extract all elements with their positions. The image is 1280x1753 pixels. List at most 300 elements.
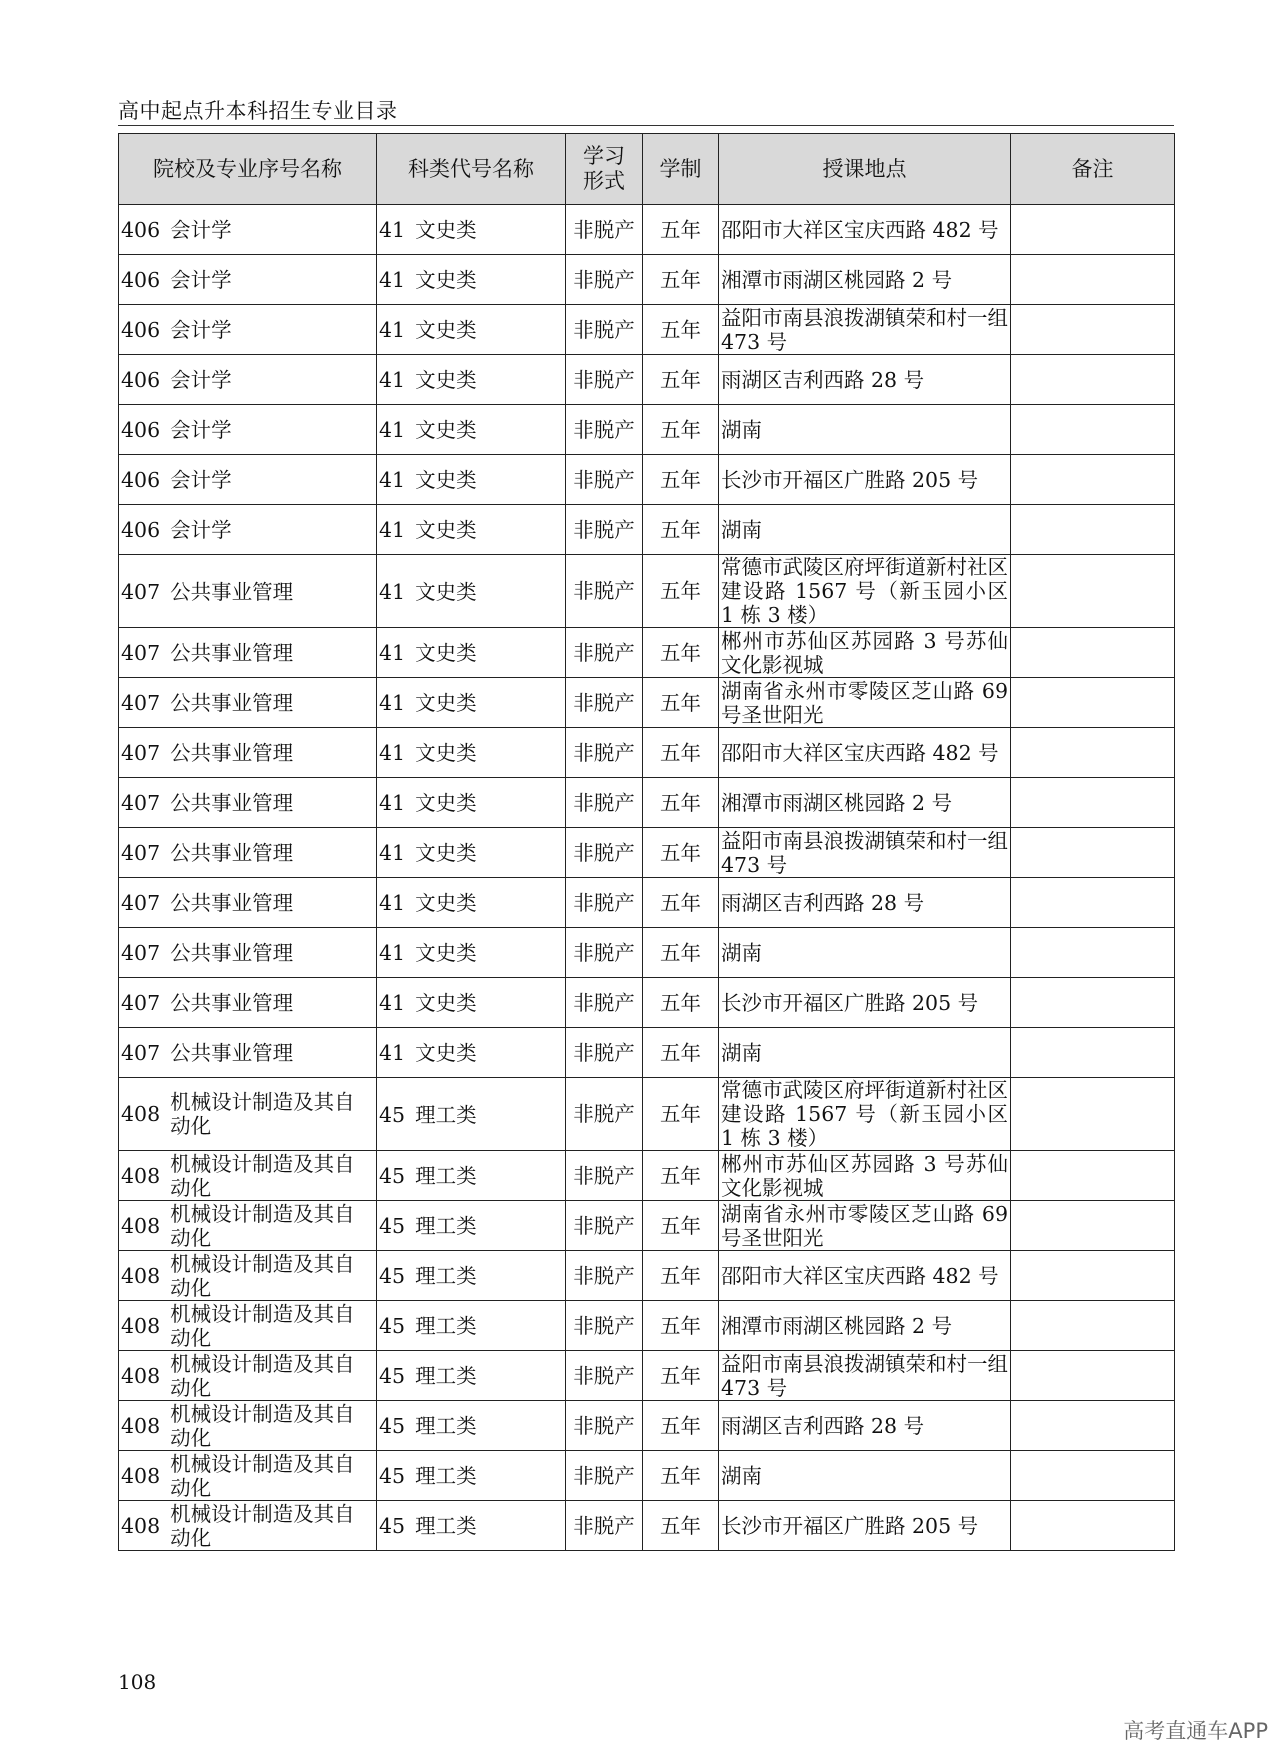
running-header-title: 高中起点升本科招生专业目录 [118,99,398,123]
cell-subject [377,405,566,455]
cell-remark [1011,1201,1175,1251]
cell-remark [1011,205,1175,255]
major-name: 会计学 [170,218,232,243]
cell-subject [377,1451,566,1501]
cell-remark [1011,355,1175,405]
cell-location: 雨湖区吉利西路 28 号 [719,1401,1011,1451]
subject-code: 45 [379,1214,406,1239]
major-code: 407 [121,841,161,866]
cell-duration: 五年 [643,205,719,255]
table-row [119,928,1175,978]
cell-duration: 五年 [643,678,719,728]
cell-location: 湖南省永州市零陵区芝山路 69 号圣世阳光 [719,1201,1011,1251]
subject-name: 文史类 [415,841,477,866]
cell-subject [377,1251,566,1301]
cell-major [119,828,377,878]
subject-name: 文史类 [415,268,477,293]
subject-name: 文史类 [415,468,477,493]
major-code: 406 [121,418,161,443]
cell-subject [377,355,566,405]
subject-name: 文史类 [415,368,477,393]
cell-duration: 五年 [643,978,719,1028]
major-name: 机械设计制造及其自动化 [170,1151,355,1200]
table-row [119,1078,1175,1151]
table-row [119,505,1175,555]
cell-study-mode: 非脱产 [566,555,643,628]
table-row [119,1451,1175,1501]
subject-name: 理工类 [415,1214,477,1239]
major-code: 406 [121,368,161,393]
cell-remark [1011,878,1175,928]
subject-name: 文史类 [415,218,477,243]
cell-subject [377,555,566,628]
cell-duration: 五年 [643,1078,719,1151]
subject-name: 理工类 [415,1514,477,1539]
cell-remark [1011,505,1175,555]
major-code: 407 [121,891,161,916]
cell-remark [1011,1351,1175,1401]
cell-study-mode: 非脱产 [566,205,643,255]
cell-location: 益阳市南县浪拨湖镇荣和村一组 473 号 [719,305,1011,355]
major-code: 407 [121,791,161,816]
subject-name: 文史类 [415,691,477,716]
major-name: 公共事业管理 [170,891,294,916]
cell-study-mode: 非脱产 [566,678,643,728]
subject-code: 41 [379,579,406,604]
cell-remark [1011,728,1175,778]
major-code: 407 [121,991,161,1016]
cell-location: 湖南 [719,1028,1011,1078]
app-watermark: 高考直通车APP [1123,1719,1268,1743]
major-code: 407 [121,641,161,666]
cell-subject [377,1401,566,1451]
cell-major [119,1028,377,1078]
subject-code: 41 [379,991,406,1016]
major-code: 406 [121,468,161,493]
table-row [119,405,1175,455]
major-name: 机械设计制造及其自动化 [170,1401,355,1450]
subject-name: 理工类 [415,1464,477,1489]
cell-duration: 五年 [643,1501,719,1551]
cell-duration: 五年 [643,505,719,555]
cell-subject [377,205,566,255]
cell-major [119,1201,377,1251]
table-row [119,555,1175,628]
col-header-remark: 备注 [1011,134,1175,205]
major-name: 机械设计制造及其自动化 [170,1501,355,1550]
major-name: 公共事业管理 [170,991,294,1016]
cell-remark [1011,555,1175,628]
cell-duration: 五年 [643,778,719,828]
major-code: 407 [121,691,161,716]
header-rule [118,125,1174,126]
cell-study-mode: 非脱产 [566,1201,643,1251]
table-row [119,1028,1175,1078]
subject-name: 理工类 [415,1414,477,1439]
major-name: 会计学 [170,418,232,443]
major-name: 会计学 [170,518,232,543]
table-row [119,1501,1175,1551]
cell-location: 长沙市开福区广胜路 205 号 [719,1501,1011,1551]
major-code: 408 [121,1313,161,1338]
cell-study-mode: 非脱产 [566,828,643,878]
subject-code: 41 [379,418,406,443]
cell-study-mode: 非脱产 [566,505,643,555]
subject-code: 41 [379,318,406,343]
cell-remark [1011,828,1175,878]
subject-code: 45 [379,1364,406,1389]
cell-study-mode: 非脱产 [566,728,643,778]
cell-location: 邵阳市大祥区宝庆西路 482 号 [719,205,1011,255]
major-code: 407 [121,579,161,604]
page-number: 108 [118,1670,157,1694]
cell-remark [1011,978,1175,1028]
cell-major [119,255,377,305]
cell-subject [377,628,566,678]
cell-location: 湖南省永州市零陵区芝山路 69 号圣世阳光 [719,678,1011,728]
cell-duration: 五年 [643,728,719,778]
cell-study-mode: 非脱产 [566,628,643,678]
cell-remark [1011,255,1175,305]
cell-location: 常德市武陵区府坪街道新村社区建设路 1567 号（新玉园小区 1 栋 3 楼） [719,1078,1011,1151]
cell-subject [377,778,566,828]
cell-study-mode: 非脱产 [566,405,643,455]
cell-remark [1011,1028,1175,1078]
cell-major [119,1251,377,1301]
cell-duration: 五年 [643,455,719,505]
cell-location: 益阳市南县浪拨湖镇荣和村一组 473 号 [719,1351,1011,1401]
cell-subject [377,978,566,1028]
col-header-study-mode [566,134,643,205]
major-code: 406 [121,268,161,293]
cell-remark [1011,455,1175,505]
header-row [119,134,1175,205]
major-name: 会计学 [170,318,232,343]
cell-location: 湖南 [719,405,1011,455]
major-code: 406 [121,318,161,343]
cell-subject [377,1078,566,1151]
cell-major [119,778,377,828]
cell-major [119,455,377,505]
cell-study-mode: 非脱产 [566,1501,643,1551]
cell-location: 湘潭市雨湖区桃园路 2 号 [719,1301,1011,1351]
cell-study-mode: 非脱产 [566,1078,643,1151]
cell-study-mode: 非脱产 [566,1301,643,1351]
cell-subject [377,1201,566,1251]
major-code: 408 [121,1102,161,1126]
subject-name: 文史类 [415,891,477,916]
subject-code: 45 [379,1314,406,1339]
cell-location: 湖南 [719,505,1011,555]
cell-major [119,205,377,255]
major-code: 408 [121,1263,161,1288]
cell-remark [1011,1401,1175,1451]
major-name: 会计学 [170,268,232,293]
subject-code: 41 [379,941,406,966]
table-row [119,728,1175,778]
col-header-study-mode-line2: 形式 [583,169,625,193]
major-name: 机械设计制造及其自动化 [170,1201,355,1250]
cell-major [119,1151,377,1201]
major-name: 会计学 [170,368,232,393]
cell-duration: 五年 [643,1301,719,1351]
cell-subject [377,1151,566,1201]
cell-major [119,878,377,928]
cell-study-mode: 非脱产 [566,305,643,355]
cell-duration: 五年 [643,355,719,405]
cell-location: 邵阳市大祥区宝庆西路 482 号 [719,728,1011,778]
cell-major [119,1501,377,1551]
cell-major [119,1351,377,1401]
cell-subject [377,1028,566,1078]
cell-study-mode: 非脱产 [566,1351,643,1401]
cell-major [119,728,377,778]
cell-duration: 五年 [643,1451,719,1501]
col-header-location: 授课地点 [719,134,1011,205]
major-code: 408 [121,1363,161,1388]
major-code: 406 [121,218,161,243]
major-name: 公共事业管理 [170,741,294,766]
table-row [119,355,1175,405]
col-header-subject: 科类代号名称 [377,134,566,205]
cell-duration: 五年 [643,1401,719,1451]
subject-code: 45 [379,1514,406,1539]
cell-duration: 五年 [643,1028,719,1078]
cell-location: 雨湖区吉利西路 28 号 [719,355,1011,405]
subject-code: 45 [379,1102,406,1127]
cell-study-mode: 非脱产 [566,255,643,305]
subject-name: 文史类 [415,318,477,343]
cell-major [119,555,377,628]
cell-remark [1011,1501,1175,1551]
table-row [119,978,1175,1028]
cell-study-mode: 非脱产 [566,1251,643,1301]
cell-subject [377,828,566,878]
subject-code: 41 [379,518,406,543]
cell-location: 益阳市南县浪拨湖镇荣和村一组 473 号 [719,828,1011,878]
subject-name: 文史类 [415,641,477,666]
cell-study-mode: 非脱产 [566,1451,643,1501]
cell-duration: 五年 [643,828,719,878]
cell-location: 湖南 [719,1451,1011,1501]
cell-major [119,678,377,728]
col-header-study-mode-line1: 学习 [583,144,625,168]
cell-remark [1011,1151,1175,1201]
cell-remark [1011,405,1175,455]
cell-remark [1011,1451,1175,1501]
cell-duration: 五年 [643,305,719,355]
subject-code: 41 [379,841,406,866]
table-row [119,778,1175,828]
major-code: 407 [121,741,161,766]
table-body [119,205,1175,1551]
cell-major [119,305,377,355]
major-code: 407 [121,941,161,966]
cell-study-mode: 非脱产 [566,355,643,405]
table-row [119,628,1175,678]
cell-duration: 五年 [643,405,719,455]
cell-study-mode: 非脱产 [566,1151,643,1201]
cell-location: 郴州市苏仙区苏园路 3 号苏仙文化影视城 [719,1151,1011,1201]
col-header-duration: 学制 [643,134,719,205]
cell-major [119,505,377,555]
cell-study-mode: 非脱产 [566,1401,643,1451]
subject-code: 41 [379,468,406,493]
subject-code: 45 [379,1164,406,1189]
cell-remark [1011,1078,1175,1151]
cell-location: 常德市武陵区府坪街道新村社区建设路 1567 号（新玉园小区 1 栋 3 楼） [719,555,1011,628]
cell-subject [377,305,566,355]
cell-duration: 五年 [643,878,719,928]
cell-remark [1011,628,1175,678]
subject-name: 理工类 [415,1364,477,1389]
major-code: 407 [121,1041,161,1066]
subject-name: 理工类 [415,1164,477,1189]
major-name: 机械设计制造及其自动化 [170,1301,355,1350]
subject-name: 理工类 [415,1264,477,1289]
subject-name: 文史类 [415,741,477,766]
cell-major [119,1451,377,1501]
cell-subject [377,505,566,555]
cell-location: 湘潭市雨湖区桃园路 2 号 [719,255,1011,305]
table-row [119,828,1175,878]
cell-location: 邵阳市大祥区宝庆西路 482 号 [719,1251,1011,1301]
subject-name: 文史类 [415,418,477,443]
cell-major [119,1301,377,1351]
table-row [119,678,1175,728]
subject-code: 41 [379,741,406,766]
cell-location: 长沙市开福区广胜路 205 号 [719,978,1011,1028]
major-name: 公共事业管理 [170,1041,294,1066]
table-row [119,455,1175,505]
subject-code: 45 [379,1414,406,1439]
cell-major [119,978,377,1028]
subject-name: 文史类 [415,791,477,816]
cell-subject [377,255,566,305]
subject-name: 理工类 [415,1314,477,1339]
cell-duration: 五年 [643,1151,719,1201]
major-code: 408 [121,1213,161,1238]
cell-location: 郴州市苏仙区苏园路 3 号苏仙文化影视城 [719,628,1011,678]
subject-code: 41 [379,1041,406,1066]
major-code: 408 [121,1463,161,1488]
cell-remark [1011,678,1175,728]
cell-location: 湘潭市雨湖区桃园路 2 号 [719,778,1011,828]
major-name: 公共事业管理 [170,641,294,666]
major-name: 机械设计制造及其自动化 [170,1351,355,1400]
major-name: 公共事业管理 [170,579,294,604]
table-row [119,1301,1175,1351]
major-name: 机械设计制造及其自动化 [170,1251,355,1300]
table-row [119,1151,1175,1201]
cell-subject [377,1351,566,1401]
cell-subject [377,678,566,728]
subject-name: 文史类 [415,579,477,604]
subject-code: 41 [379,891,406,916]
major-name: 公共事业管理 [170,841,294,866]
major-code: 408 [121,1163,161,1188]
cell-study-mode: 非脱产 [566,928,643,978]
major-code: 408 [121,1513,161,1538]
cell-study-mode: 非脱产 [566,1028,643,1078]
major-catalog-table [118,133,1175,1551]
subject-name: 理工类 [415,1102,477,1127]
cell-subject [377,455,566,505]
cell-subject [377,728,566,778]
cell-major [119,405,377,455]
cell-remark [1011,1301,1175,1351]
cell-major [119,1078,377,1151]
cell-subject [377,928,566,978]
cell-duration: 五年 [643,1351,719,1401]
subject-code: 41 [379,268,406,293]
cell-study-mode: 非脱产 [566,455,643,505]
cell-major [119,1401,377,1451]
table-row [119,1251,1175,1301]
cell-location: 湖南 [719,928,1011,978]
table-row [119,1351,1175,1401]
subject-code: 45 [379,1464,406,1489]
major-name: 机械设计制造及其自动化 [170,1090,355,1138]
cell-location: 长沙市开福区广胜路 205 号 [719,455,1011,505]
cell-subject [377,1501,566,1551]
cell-study-mode: 非脱产 [566,978,643,1028]
cell-subject [377,878,566,928]
table-row [119,205,1175,255]
col-header-major: 院校及专业序号名称 [119,134,377,205]
cell-subject [377,1301,566,1351]
subject-code: 41 [379,791,406,816]
cell-remark [1011,778,1175,828]
cell-study-mode: 非脱产 [566,878,643,928]
table-header [119,134,1175,205]
cell-duration: 五年 [643,555,719,628]
subject-code: 45 [379,1264,406,1289]
subject-name: 文史类 [415,1041,477,1066]
major-name: 会计学 [170,468,232,493]
cell-location: 雨湖区吉利西路 28 号 [719,878,1011,928]
major-code: 406 [121,518,161,543]
major-name: 公共事业管理 [170,941,294,966]
table-row [119,1401,1175,1451]
cell-duration: 五年 [643,628,719,678]
cell-remark [1011,928,1175,978]
table-row [119,255,1175,305]
cell-duration: 五年 [643,1251,719,1301]
cell-study-mode: 非脱产 [566,778,643,828]
cell-major [119,628,377,678]
table-row [119,878,1175,928]
subject-code: 41 [379,368,406,393]
subject-code: 41 [379,218,406,243]
major-code: 408 [121,1413,161,1438]
subject-name: 文史类 [415,518,477,543]
cell-major [119,928,377,978]
subject-code: 41 [379,641,406,666]
major-name: 公共事业管理 [170,791,294,816]
subject-code: 41 [379,691,406,716]
major-name: 公共事业管理 [170,691,294,716]
cell-remark [1011,1251,1175,1301]
cell-major [119,355,377,405]
subject-name: 文史类 [415,991,477,1016]
table-row [119,1201,1175,1251]
subject-name: 文史类 [415,941,477,966]
cell-remark [1011,305,1175,355]
table-row [119,305,1175,355]
cell-duration: 五年 [643,1201,719,1251]
cell-duration: 五年 [643,255,719,305]
